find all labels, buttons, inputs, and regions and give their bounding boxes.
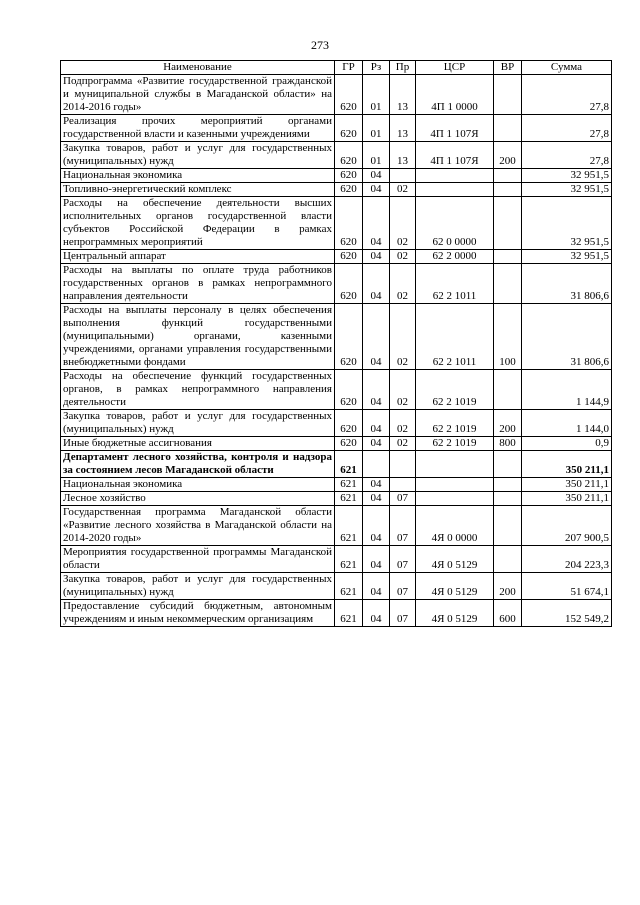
row-pr-cell: 07 <box>390 546 416 573</box>
row-vr-cell: 600 <box>494 600 522 627</box>
row-vr-cell <box>494 169 522 183</box>
row-rz-cell: 04 <box>363 506 390 546</box>
row-sum-cell: 31 806,6 <box>522 264 612 304</box>
row-csr-cell <box>416 478 494 492</box>
table-row <box>61 183 612 197</box>
table-row <box>61 506 612 546</box>
row-gr-cell: 621 <box>335 451 363 478</box>
row-pr-cell: 02 <box>390 250 416 264</box>
row-sum-cell: 32 951,5 <box>522 169 612 183</box>
row-vr-cell <box>494 197 522 250</box>
row-name-cell: Иные бюджетные ассигнования <box>61 437 335 451</box>
row-sum-cell: 207 900,5 <box>522 506 612 546</box>
col-header-csr: ЦСР <box>416 61 494 75</box>
row-rz-cell: 04 <box>363 492 390 506</box>
row-gr-cell: 620 <box>335 169 363 183</box>
table-row <box>61 492 612 506</box>
row-name-cell: Государственная программа Магаданской области «Развитие лесного хозяйства в Магаданской области на 2014-2020 годы» <box>61 506 335 546</box>
row-gr-cell: 620 <box>335 264 363 304</box>
row-csr-cell: 4Я 0 5129 <box>416 600 494 627</box>
row-csr-cell: 62 0 0000 <box>416 197 494 250</box>
table-row <box>61 142 612 169</box>
row-sum-cell: 27,8 <box>522 75 612 115</box>
row-pr-cell: 13 <box>390 75 416 115</box>
row-csr-cell: 4П 1 107Я <box>416 115 494 142</box>
row-csr-cell: 4Я 0 5129 <box>416 546 494 573</box>
row-sum-cell: 32 951,5 <box>522 197 612 250</box>
budget-table <box>60 60 612 627</box>
row-pr-cell: 07 <box>390 573 416 600</box>
row-vr-cell <box>494 478 522 492</box>
row-rz-cell: 04 <box>363 546 390 573</box>
row-rz-cell: 04 <box>363 410 390 437</box>
row-vr-cell <box>494 370 522 410</box>
table-row <box>61 546 612 573</box>
row-pr-cell <box>390 169 416 183</box>
row-rz-cell: 04 <box>363 250 390 264</box>
row-sum-cell: 350 211,1 <box>522 451 612 478</box>
col-header-sum: Сумма <box>522 61 612 75</box>
row-rz-cell <box>363 451 390 478</box>
row-name-cell: Предоставление субсидий бюджетным, автономным учреждениям и иным некоммерческим организациям <box>61 600 335 627</box>
row-csr-cell <box>416 492 494 506</box>
table-row <box>61 370 612 410</box>
row-name-cell: Закупка товаров, работ и услуг для государственных (муниципальных) нужд <box>61 142 335 169</box>
row-gr-cell: 621 <box>335 492 363 506</box>
row-vr-cell: 800 <box>494 437 522 451</box>
row-rz-cell: 01 <box>363 142 390 169</box>
table-row <box>61 410 612 437</box>
row-rz-cell: 01 <box>363 75 390 115</box>
table-body <box>61 75 612 627</box>
row-vr-cell <box>494 546 522 573</box>
row-csr-cell: 4Я 0 0000 <box>416 506 494 546</box>
table-row <box>61 75 612 115</box>
row-name-cell: Расходы на выплаты по оплате труда работников государственных органов в рамках непрограммного направления деятельности <box>61 264 335 304</box>
row-name-cell: Топливно-энергетический комплекс <box>61 183 335 197</box>
row-name-cell: Закупка товаров, работ и услуг для государственных (муниципальных) нужд <box>61 573 335 600</box>
row-vr-cell <box>494 75 522 115</box>
row-rz-cell: 04 <box>363 600 390 627</box>
row-rz-cell: 04 <box>363 370 390 410</box>
row-gr-cell: 621 <box>335 478 363 492</box>
row-name-cell: Центральный аппарат <box>61 250 335 264</box>
table-row <box>61 478 612 492</box>
row-name-cell: Национальная экономика <box>61 478 335 492</box>
row-gr-cell: 621 <box>335 546 363 573</box>
row-pr-cell: 02 <box>390 264 416 304</box>
row-pr-cell: 07 <box>390 492 416 506</box>
row-vr-cell: 100 <box>494 304 522 370</box>
table-row <box>61 250 612 264</box>
row-vr-cell: 200 <box>494 410 522 437</box>
row-csr-cell: 62 2 1019 <box>416 410 494 437</box>
col-header-pr: Пр <box>390 61 416 75</box>
row-sum-cell: 204 223,3 <box>522 546 612 573</box>
row-csr-cell: 4Я 0 5129 <box>416 573 494 600</box>
col-header-name: Наименование <box>61 61 335 75</box>
row-sum-cell: 152 549,2 <box>522 600 612 627</box>
row-pr-cell: 02 <box>390 410 416 437</box>
row-pr-cell: 13 <box>390 142 416 169</box>
col-header-gr: ГР <box>335 61 363 75</box>
table-row <box>61 115 612 142</box>
row-name-cell: Закупка товаров, работ и услуг для государственных (муниципальных) нужд <box>61 410 335 437</box>
table-row <box>61 197 612 250</box>
row-name-cell: Расходы на обеспечение деятельности высших исполнительных органов государственной власти субъектов Российской Федерации в рамках непрограммных мероприятий <box>61 197 335 250</box>
row-rz-cell: 01 <box>363 115 390 142</box>
row-csr-cell: 62 2 0000 <box>416 250 494 264</box>
table-row <box>61 304 612 370</box>
row-gr-cell: 620 <box>335 250 363 264</box>
row-sum-cell: 32 951,5 <box>522 250 612 264</box>
row-rz-cell: 04 <box>363 197 390 250</box>
row-gr-cell: 620 <box>335 410 363 437</box>
row-pr-cell: 07 <box>390 600 416 627</box>
table-row <box>61 573 612 600</box>
row-gr-cell: 620 <box>335 370 363 410</box>
row-gr-cell: 620 <box>335 115 363 142</box>
row-sum-cell: 27,8 <box>522 142 612 169</box>
row-name-cell: Департамент лесного хозяйства, контроля и надзора за состоянием лесов Магаданской области <box>61 451 335 478</box>
row-name-cell: Расходы на обеспечение функций государственных органов, в рамках непрограммного направления деятельности <box>61 370 335 410</box>
row-rz-cell: 04 <box>363 437 390 451</box>
row-vr-cell: 200 <box>494 142 522 169</box>
row-vr-cell <box>494 451 522 478</box>
row-pr-cell: 02 <box>390 183 416 197</box>
row-pr-cell <box>390 451 416 478</box>
row-name-cell: Подпрограмма «Развитие государственной гражданской и муниципальной службы в Магаданской области» на 2014-2016 годы» <box>61 75 335 115</box>
row-gr-cell: 621 <box>335 600 363 627</box>
row-gr-cell: 621 <box>335 573 363 600</box>
row-name-cell: Расходы на выплаты персоналу в целях обеспечения выполнения функций государственными (муниципальными) органами, казенными учреждениями, органами управления государственными внебюджетными фондами <box>61 304 335 370</box>
row-rz-cell: 04 <box>363 304 390 370</box>
row-pr-cell: 02 <box>390 197 416 250</box>
row-csr-cell: 62 2 1019 <box>416 370 494 410</box>
table-row <box>61 437 612 451</box>
row-sum-cell: 31 806,6 <box>522 304 612 370</box>
row-gr-cell: 621 <box>335 506 363 546</box>
row-pr-cell: 02 <box>390 370 416 410</box>
table-row <box>61 451 612 478</box>
row-sum-cell: 1 144,9 <box>522 370 612 410</box>
row-vr-cell <box>494 506 522 546</box>
row-csr-cell <box>416 451 494 478</box>
row-rz-cell: 04 <box>363 478 390 492</box>
row-pr-cell: 02 <box>390 304 416 370</box>
row-vr-cell <box>494 115 522 142</box>
row-pr-cell <box>390 478 416 492</box>
row-name-cell: Реализация прочих мероприятий органами государственной власти и казенными учреждениями <box>61 115 335 142</box>
row-gr-cell: 620 <box>335 75 363 115</box>
row-sum-cell: 27,8 <box>522 115 612 142</box>
table-row <box>61 600 612 627</box>
row-vr-cell <box>494 264 522 304</box>
row-vr-cell: 200 <box>494 573 522 600</box>
row-vr-cell <box>494 492 522 506</box>
row-csr-cell: 4П 1 0000 <box>416 75 494 115</box>
row-name-cell: Национальная экономика <box>61 169 335 183</box>
row-name-cell: Лесное хозяйство <box>61 492 335 506</box>
row-sum-cell: 51 674,1 <box>522 573 612 600</box>
row-sum-cell: 350 211,1 <box>522 478 612 492</box>
row-gr-cell: 620 <box>335 437 363 451</box>
col-header-rz: Рз <box>363 61 390 75</box>
row-rz-cell: 04 <box>363 169 390 183</box>
row-gr-cell: 620 <box>335 304 363 370</box>
row-csr-cell: 4П 1 107Я <box>416 142 494 169</box>
row-pr-cell: 02 <box>390 437 416 451</box>
table-header <box>61 61 612 75</box>
row-sum-cell: 32 951,5 <box>522 183 612 197</box>
row-rz-cell: 04 <box>363 183 390 197</box>
row-csr-cell: 62 2 1011 <box>416 264 494 304</box>
table-row <box>61 169 612 183</box>
row-rz-cell: 04 <box>363 264 390 304</box>
row-csr-cell: 62 2 1019 <box>416 437 494 451</box>
col-header-vr: ВР <box>494 61 522 75</box>
row-pr-cell: 13 <box>390 115 416 142</box>
row-pr-cell: 07 <box>390 506 416 546</box>
row-sum-cell: 0,9 <box>522 437 612 451</box>
row-gr-cell: 620 <box>335 183 363 197</box>
row-sum-cell: 350 211,1 <box>522 492 612 506</box>
table-row <box>61 264 612 304</box>
page-number: 273 <box>311 38 329 52</box>
row-rz-cell: 04 <box>363 573 390 600</box>
row-sum-cell: 1 144,0 <box>522 410 612 437</box>
row-gr-cell: 620 <box>335 142 363 169</box>
row-csr-cell: 62 2 1011 <box>416 304 494 370</box>
row-csr-cell <box>416 183 494 197</box>
row-vr-cell <box>494 250 522 264</box>
row-gr-cell: 620 <box>335 197 363 250</box>
row-name-cell: Мероприятия государственной программы Магаданской области <box>61 546 335 573</box>
row-csr-cell <box>416 169 494 183</box>
row-vr-cell <box>494 183 522 197</box>
